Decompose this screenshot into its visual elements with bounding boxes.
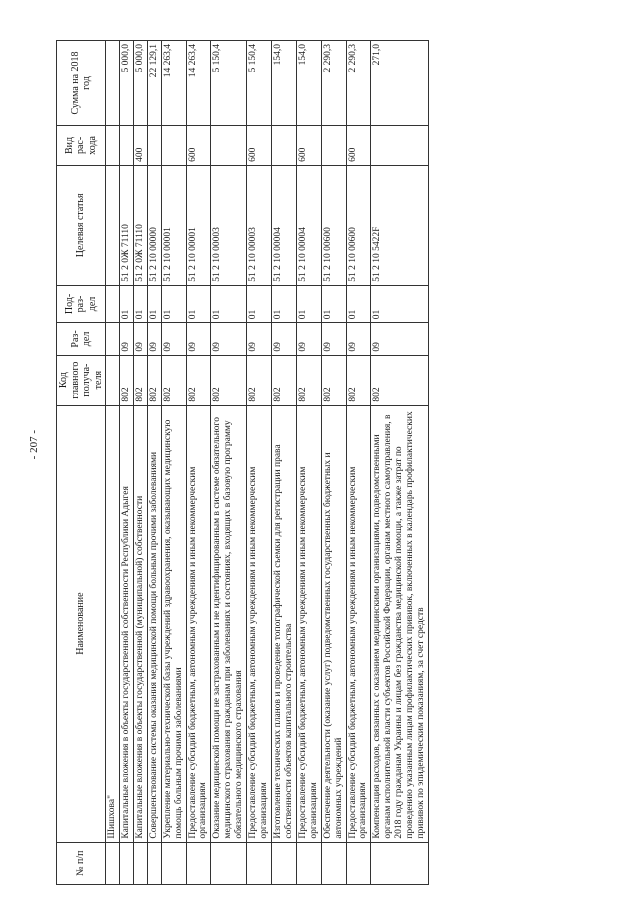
cell-razdel: 09 (321, 323, 346, 355)
cell-sum: 22 129,1 (147, 41, 161, 126)
cell-podrazdel: 01 (296, 285, 321, 322)
cell-name: Оказание медицинской помощи не застрахованным и не идентифицированным в системе обязательного медицинского страхования гражданам при заболеваниях и состояниях, входящих в базовую программу обязательного медицинского страхования (211, 405, 247, 842)
page-frame (56, 40, 606, 885)
cell-podrazdel: 01 (346, 285, 371, 322)
cell-name: Предоставление субсидий бюджетным, автономным учреждениям и иным некоммерческим организациям (346, 405, 371, 842)
cell-sum: 271,0 (371, 41, 429, 126)
cell-razdel: 09 (147, 323, 161, 355)
cell-name: Обеспечение деятельности (оказание услуг) подведомственных государственных бюджетных и автономных учреждений (321, 405, 346, 842)
cell-target: 51 2 10 00600 (321, 165, 346, 285)
cell-name: Предоставление субсидий бюджетным, автономным учреждениям и иным некоммерческим организациям (186, 405, 211, 842)
cell-vid (211, 125, 247, 165)
cell-podrazdel: 01 (211, 285, 247, 322)
cell-sum: 14 263,4 (161, 41, 186, 126)
cell-sum: 2 290,3 (346, 41, 371, 126)
cell-num (247, 842, 272, 884)
cell-razdel: 09 (211, 323, 247, 355)
cell-podrazdel: 01 (147, 285, 161, 322)
cell-podrazdel: 01 (371, 285, 429, 322)
cell-sum: 14 263,4 (186, 41, 211, 126)
cell-podrazdel (106, 285, 120, 322)
table-row (296, 41, 321, 885)
cell-name: Предоставление субсидий бюджетным, автономным учреждениям и иным некоммерческим организациям (247, 405, 272, 842)
cell-num (119, 842, 133, 884)
table-row (321, 41, 346, 885)
rotated-table-container (56, 40, 606, 885)
cell-target: 51 2 10 00000 (147, 165, 161, 285)
cell-razdel: 09 (247, 323, 272, 355)
cell-sum: 5 150,4 (211, 41, 247, 126)
table-row (161, 41, 186, 885)
page-number: - 207 - (28, 430, 40, 460)
cell-vid (119, 125, 133, 165)
cell-target (106, 165, 120, 285)
cell-name: Совершенствование системы оказания медицинской помощи больным прочими заболеваниями (147, 405, 161, 842)
cell-name: Капитальные вложения в объекты государственной (муниципальной) собственности (133, 405, 147, 842)
cell-razdel: 09 (346, 323, 371, 355)
cell-target: 51 2 0Ж 71110 (133, 165, 147, 285)
table-row (147, 41, 161, 885)
budget-table (56, 40, 429, 885)
cell-code: 802 (186, 355, 211, 405)
table-row (247, 41, 272, 885)
cell-code: 802 (321, 355, 346, 405)
cell-name: Предоставление субсидий бюджетным, автономным учреждениям и иным некоммерческим организациям (296, 405, 321, 842)
cell-target: 51 2 10 00600 (346, 165, 371, 285)
cell-podrazdel: 01 (321, 285, 346, 322)
cell-num (186, 842, 211, 884)
header-razdel: Раз-дел (57, 323, 106, 355)
cell-razdel: 09 (296, 323, 321, 355)
cell-sum: 2 290,3 (321, 41, 346, 126)
table-body (106, 41, 429, 885)
cell-sum: 154,0 (271, 41, 296, 126)
cell-podrazdel: 01 (161, 285, 186, 322)
cell-name: Капитальные вложения в объекты государственной собственности Республики Адыгея (119, 405, 133, 842)
cell-name: Изготовление технических планов и проведение топографической съемки для регистрации права собственности объектов капитального строительства (271, 405, 296, 842)
cell-name: Укрепление материально-технической базы учреждений здравоохранения, оказывающих медицинскую помощь больным прочими заболеваниями (161, 405, 186, 842)
cell-num (211, 842, 247, 884)
cell-code: 802 (147, 355, 161, 405)
cell-sum: 5 000,0 (119, 41, 133, 126)
cell-vid (371, 125, 429, 165)
table-header-row (57, 41, 106, 885)
cell-podrazdel: 01 (271, 285, 296, 322)
cell-sum: 5 150,4 (247, 41, 272, 126)
cell-num (147, 842, 161, 884)
cell-razdel (106, 323, 120, 355)
table-row (346, 41, 371, 885)
cell-target: 51 2 10 00001 (161, 165, 186, 285)
header-name: Наименование (57, 405, 106, 842)
cell-target: 51 2 10 00004 (296, 165, 321, 285)
table-row (133, 41, 147, 885)
header-vid: Вид рас-хода (57, 125, 106, 165)
cell-num (106, 842, 120, 884)
cell-target: 51 2 0Ж 71110 (119, 165, 133, 285)
cell-code: 802 (371, 355, 429, 405)
cell-vid (147, 125, 161, 165)
cell-target: 51 2 10 00004 (271, 165, 296, 285)
cell-num (271, 842, 296, 884)
cell-vid (321, 125, 346, 165)
cell-name: Шишхова" (106, 405, 120, 842)
cell-vid: 600 (346, 125, 371, 165)
cell-razdel: 09 (161, 323, 186, 355)
cell-num (161, 842, 186, 884)
header-code: Код главного получа-теля (57, 355, 106, 405)
cell-podrazdel: 01 (133, 285, 147, 322)
cell-vid: 600 (296, 125, 321, 165)
cell-code (106, 355, 120, 405)
header-podrazdel: Под-раз-дел (57, 285, 106, 322)
cell-code: 802 (271, 355, 296, 405)
cell-vid (106, 125, 120, 165)
cell-target: 51 2 10 00001 (186, 165, 211, 285)
cell-code: 802 (346, 355, 371, 405)
cell-name: Компенсация расходов, связанных с оказанием медицинскими организациями, подведомственными органам исполнительной власти субъектов Российской Федерации, органам местного самоуправления, в 2018 году гражданам Украины и лицам без гражданства медицинской помощи, а также затрат по проведению указанным лицам профилактических прививок, включенных в календарь профилактических прививок по эпидемическим показаниям, за счет средств (371, 405, 429, 842)
cell-razdel: 09 (119, 323, 133, 355)
table-row (119, 41, 133, 885)
cell-vid: 600 (186, 125, 211, 165)
cell-podrazdel: 01 (247, 285, 272, 322)
cell-code: 802 (247, 355, 272, 405)
cell-vid: 400 (133, 125, 147, 165)
cell-code: 802 (119, 355, 133, 405)
cell-vid (271, 125, 296, 165)
cell-num (133, 842, 147, 884)
cell-razdel: 09 (186, 323, 211, 355)
cell-sum: 5 000,0 (133, 41, 147, 126)
cell-num (346, 842, 371, 884)
cell-code: 802 (133, 355, 147, 405)
cell-sum (106, 41, 120, 126)
table-row (271, 41, 296, 885)
cell-podrazdel: 01 (119, 285, 133, 322)
cell-num (296, 842, 321, 884)
table-row (186, 41, 211, 885)
header-num: № п/п (57, 842, 106, 884)
cell-code: 802 (161, 355, 186, 405)
cell-target: 51 2 10 00003 (211, 165, 247, 285)
cell-razdel: 09 (371, 323, 429, 355)
table-row (106, 41, 120, 885)
header-target: Целевая статья (57, 165, 106, 285)
cell-vid (161, 125, 186, 165)
table-row (371, 41, 429, 885)
cell-num (321, 842, 346, 884)
cell-target: 51 2 10 5422F (371, 165, 429, 285)
cell-vid: 600 (247, 125, 272, 165)
cell-razdel: 09 (271, 323, 296, 355)
table-row (211, 41, 247, 885)
cell-code: 802 (296, 355, 321, 405)
cell-code: 802 (211, 355, 247, 405)
cell-razdel: 09 (133, 323, 147, 355)
cell-num (371, 842, 429, 884)
cell-podrazdel: 01 (186, 285, 211, 322)
cell-sum: 154,0 (296, 41, 321, 126)
cell-target: 51 2 10 00003 (247, 165, 272, 285)
header-sum: Сумма на 2018 год (57, 41, 106, 126)
